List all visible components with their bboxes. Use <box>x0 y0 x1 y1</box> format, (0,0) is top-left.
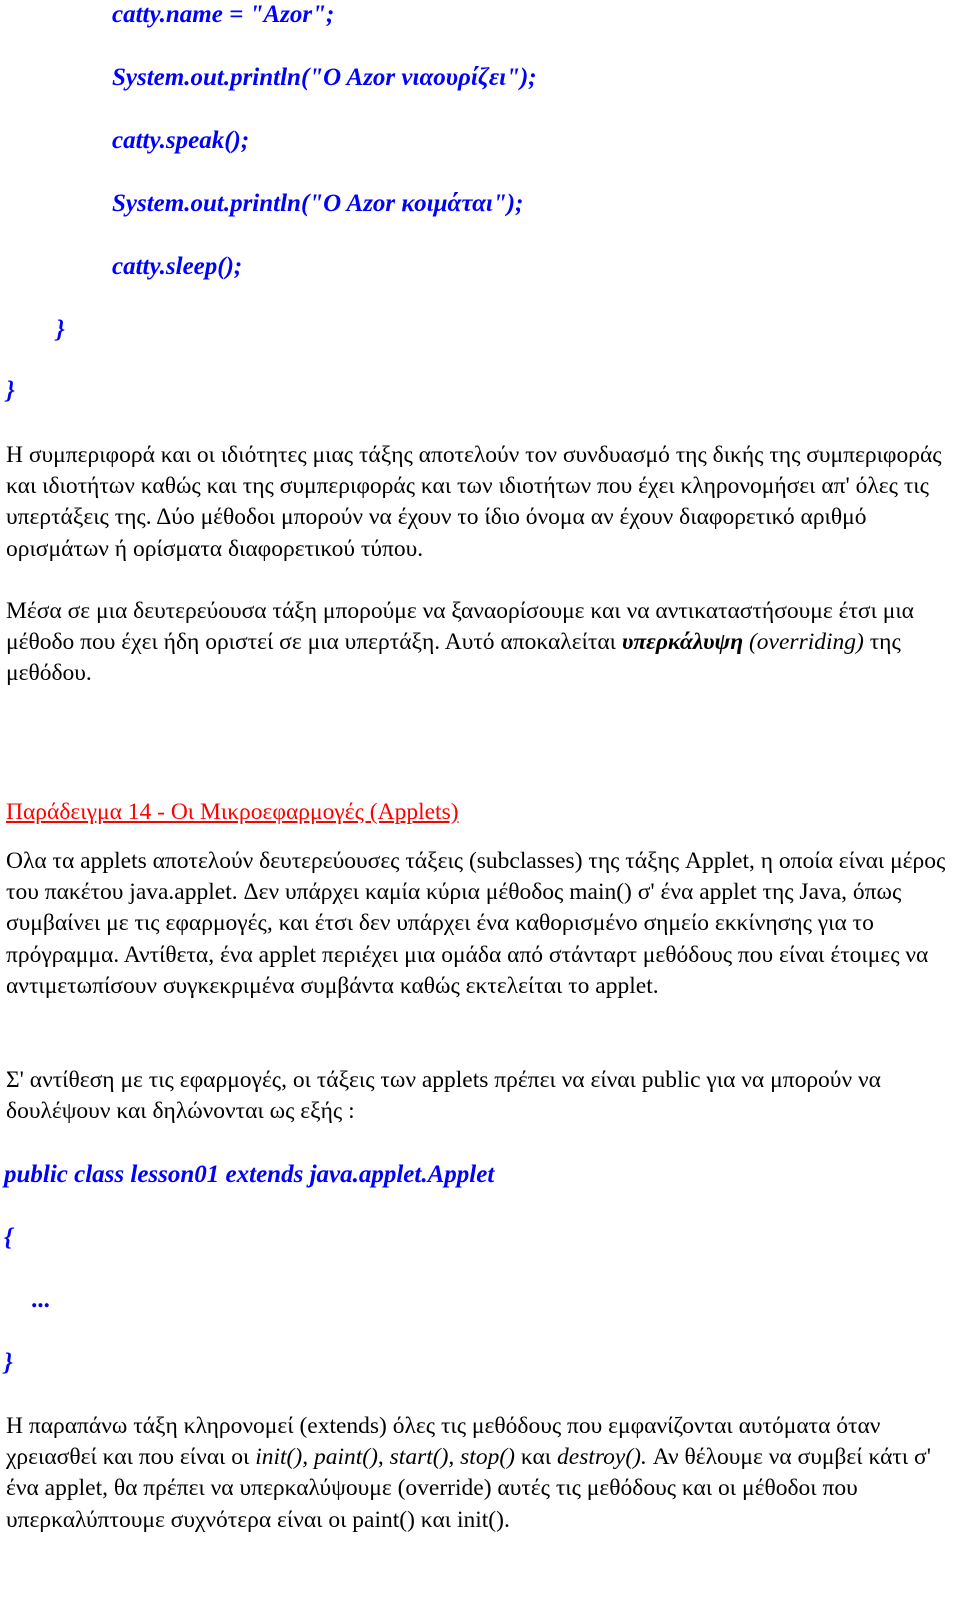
method-destroy: destroy(). <box>557 1444 647 1471</box>
paragraph-applet-methods-and: και <box>514 1444 558 1471</box>
paragraph-applet-methods <box>6 1411 951 1536</box>
paragraph-applet-methods-text: Η παραπάνω τάξη κληρονομεί (extends) όλες τις μεθόδους που εμφανίζονται αυτόματα όταν χρειασθεί και που είναι οι <box>6 1413 881 1471</box>
paragraph-class-behavior <box>6 440 951 565</box>
code-class-declaration: public class lesson01 extends java.applet.Applet <box>4 1161 495 1188</box>
code-close-brace-inner: } <box>56 316 65 343</box>
paragraph-applets-public: Σ' αντίθεση με τις εφαρμογές, οι τάξεις των applets πρέπει να είναι public για να μπορούν να δουλέψουν και δηλώνονται ως εξής : <box>6 1067 881 1125</box>
overriding-term: υπερκάλυψη <box>621 629 744 656</box>
code-line-catty-name: catty.name = "Azor"; <box>112 1 335 28</box>
overriding-term-english: (overriding) <box>748 629 864 656</box>
paragraph-applets-intro: Ολα τα applets αποτελούν δευτερεύουσες τάξεις (subclasses) της τάξης Applet, η οποία είναι μέρος του πακέτου java.applet. Δεν υπάρχει καμία κύρια μέθοδος main() σ' ένα applet της Java, όπως συμβαίνει με τις εφαρμογές, και έτσι δεν υπάρχει ένα καθορισμένο σημείο εκκίνησης για το πρόγραμμα. Αντίθετα, ένα applet περιέχει μια ομάδα από στάνταρτ μεθόδους που είναι έτοιμες να αντιμετωπίσουν συγκεκριμένα συμβάντα καθώς εκτελείται το applet. <box>6 848 946 999</box>
code-line-println-sleep: System.out.println("O Azor κοιμάται"); <box>112 190 524 217</box>
paragraph-applet-methods-end: Αν θέλουμε να συμβεί κάτι σ' ένα applet, θα πρέπει να υπερκαλύψουμε (override) αυτές τις μεθόδους και οι μέθοδοι που υπερκαλύπτουμε συχνότερα είναι οι paint() και init(). <box>6 1444 931 1533</box>
paragraph-overriding-text: Μέσα σε μια δευτερεύουσα τάξη μπορούμε να ξαναορίσουμε και να αντικαταστήσουμε έτσι μια μέθοδο που έχει ήδη οριστεί σε μια υπερτάξη. Αυτό αποκαλείται <box>6 598 914 656</box>
paragraph-class-behavior-text: Η συμπεριφορά και οι ιδιότητες μιας τάξης αποτελούν τον συνδυασμό της δικής της συμπεριφοράς και ιδιοτήτων καθώς και της συμπεριφοράς και των ιδιοτήτων που έχει κληρονομήσει απ' όλες τις υπερτάξεις της. Δύο μέθοδοι μπορούν να έχουν το ίδιο όνομα αν έχουν διαφορετικό αριθμό ορισμάτων ή ορίσματα διαφορετικού τύπου. <box>6 442 942 562</box>
code-line-catty-speak: catty.speak(); <box>112 127 250 154</box>
paragraph-overriding-end: της μεθόδου. <box>6 629 901 687</box>
code-line-catty-sleep: catty.sleep(); <box>112 253 243 280</box>
paragraph-overriding <box>6 596 951 690</box>
code-line-println-meow: System.out.println("O Azor νιαουρίζει"); <box>112 64 537 91</box>
code-close-brace: } <box>4 1349 13 1376</box>
method-list: init(), paint(), start(), stop() <box>255 1444 515 1471</box>
code-ellipsis: ... <box>32 1286 51 1313</box>
code-close-brace-outer: } <box>6 377 15 404</box>
example-14-heading-link[interactable]: Παράδειγμα 14 - Οι Μικροεφαρμογές (Applets) <box>6 799 459 825</box>
code-open-brace: { <box>4 1224 13 1251</box>
